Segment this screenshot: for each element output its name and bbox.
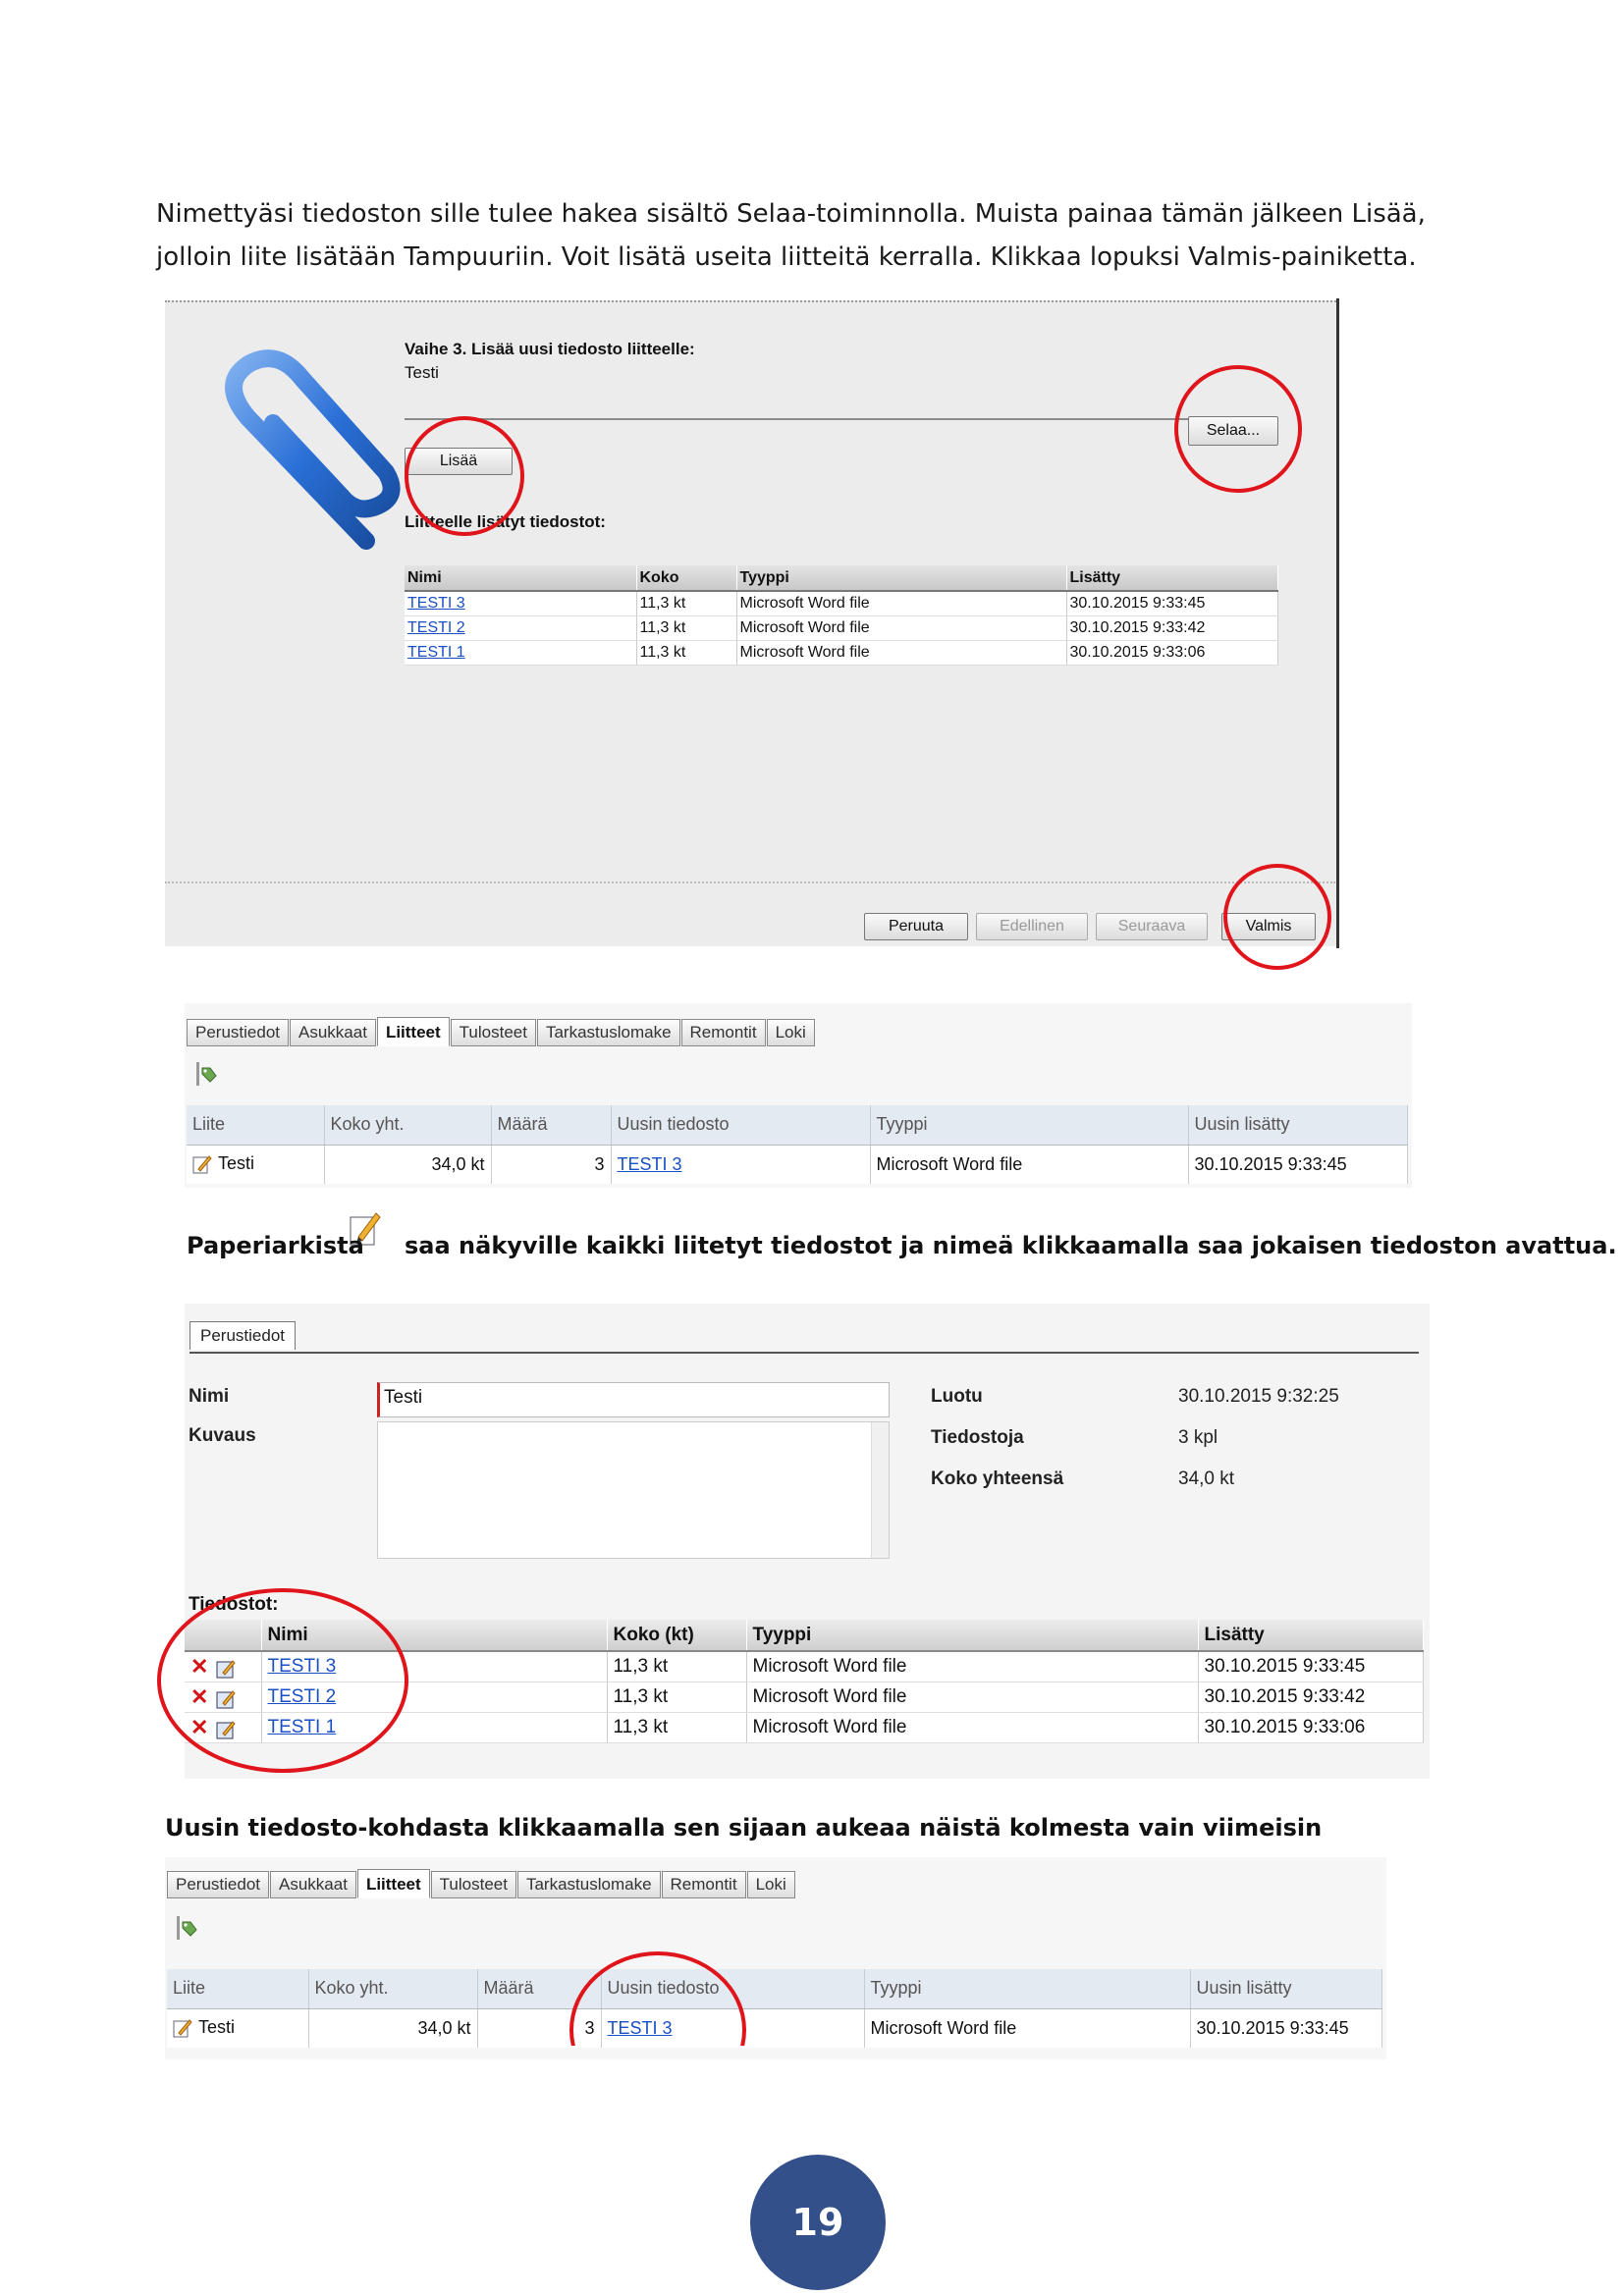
file-link[interactable]: TESTI 2 bbox=[267, 1686, 337, 1707]
created-value: 30.10.2015 9:32:25 bbox=[1178, 1386, 1339, 1407]
files-count-label: Tiedostoja bbox=[931, 1427, 1024, 1448]
file-size: 11,3 kt bbox=[607, 1682, 746, 1713]
file-added: 30.10.2015 9:33:42 bbox=[1066, 615, 1278, 640]
tab-tulosteet[interactable]: Tulosteet bbox=[431, 1871, 516, 1898]
attachments-table bbox=[167, 1969, 1382, 2048]
name-field[interactable]: Testi bbox=[377, 1382, 890, 1417]
col-maara: Määrä bbox=[477, 1969, 601, 2008]
description-scrollbar[interactable] bbox=[871, 1422, 889, 1558]
wizard-screenshot bbox=[165, 300, 1339, 946]
col-lisatty: Lisätty bbox=[1198, 1620, 1424, 1651]
highlight-ring-browse bbox=[1174, 365, 1302, 493]
file-link[interactable]: TESTI 1 bbox=[407, 643, 465, 661]
delete-icon[interactable]: ✕ bbox=[190, 1715, 209, 1739]
added-files-heading: Liitteelle lisätyt tiedostot: bbox=[405, 512, 606, 531]
col-koko-kt: Koko (kt) bbox=[607, 1620, 746, 1651]
file-size: 11,3 kt bbox=[636, 615, 736, 640]
col-nimi: Nimi bbox=[261, 1620, 607, 1651]
edit-icon[interactable] bbox=[173, 2017, 192, 2039]
file-added: 30.10.2015 9:33:06 bbox=[1066, 640, 1278, 665]
tab-tarkastuslomake[interactable]: Tarkastuslomake bbox=[517, 1871, 661, 1898]
wizard-right-border bbox=[1336, 298, 1339, 948]
delete-icon[interactable]: ✕ bbox=[190, 1654, 209, 1679]
file-path-field[interactable] bbox=[405, 418, 1195, 420]
page-number-badge: 19 bbox=[750, 2155, 886, 2290]
col-lisatty: Lisätty bbox=[1066, 565, 1278, 591]
attachment-size: 34,0 kt bbox=[308, 2008, 477, 2048]
file-size: 11,3 kt bbox=[636, 591, 736, 615]
add-button[interactable]: Lisää bbox=[405, 448, 513, 475]
file-added: 30.10.2015 9:33:06 bbox=[1198, 1713, 1424, 1743]
intro-paragraph: Nimettyäsi tiedoston sille tulee hakea sisältö Selaa-toiminnolla. Muista painaa tämän jälkeen Lisää, jolloin liite lisätään Tampuuriin. Voit lisätä useita liitteitä kerralla. Klikkaa lopuksi Valmis-painiketta. bbox=[156, 199, 1426, 272]
attachment-added: 30.10.2015 9:33:45 bbox=[1188, 1145, 1408, 1184]
tab-loki[interactable]: Loki bbox=[767, 1019, 815, 1046]
table-row bbox=[167, 2008, 1382, 2048]
tab-tarkastuslomake[interactable]: Tarkastuslomake bbox=[537, 1019, 680, 1046]
file-size: 11,3 kt bbox=[607, 1713, 746, 1743]
attachments-screenshot bbox=[185, 1003, 1412, 1188]
col-liite: Liite bbox=[187, 1105, 324, 1145]
file-type: Microsoft Word file bbox=[736, 591, 1066, 615]
wizard-footer-divider bbox=[165, 881, 1335, 883]
latest-file-link[interactable]: TESTI 3 bbox=[607, 2017, 673, 2038]
file-link[interactable]: TESTI 1 bbox=[267, 1717, 337, 1737]
done-button[interactable]: Valmis bbox=[1221, 913, 1316, 940]
attachment-size: 34,0 kt bbox=[324, 1145, 491, 1184]
edit-icon[interactable] bbox=[192, 1153, 212, 1175]
tab-tulosteet[interactable]: Tulosteet bbox=[451, 1019, 536, 1046]
file-size: 11,3 kt bbox=[636, 640, 736, 665]
attachment-type: Microsoft Word file bbox=[870, 1145, 1188, 1184]
cancel-button[interactable]: Peruuta bbox=[864, 913, 968, 940]
paperiarkista-label: Paperiarkista bbox=[187, 1232, 364, 1259]
uusin-tiedosto-text: Uusin tiedosto-kohdasta klikkaamalla sen sijaan aukeaa näistä kolmesta vain viimeisin bbox=[165, 1814, 1323, 1842]
tab-remontit[interactable]: Remontit bbox=[681, 1019, 766, 1046]
add-attachment-icon[interactable] bbox=[194, 1062, 218, 1086]
previous-button[interactable]: Edellinen bbox=[976, 913, 1088, 940]
attachment-count: 3 bbox=[477, 2008, 601, 2048]
highlight-ring-files bbox=[157, 1588, 408, 1773]
col-tyyppi: Tyyppi bbox=[736, 565, 1066, 591]
col-uusin-lisatty: Uusin lisätty bbox=[1190, 1969, 1382, 2008]
tab-perustiedot[interactable]: Perustiedot bbox=[167, 1871, 269, 1898]
file-link[interactable]: TESTI 3 bbox=[407, 594, 465, 612]
tab-liitteet[interactable]: Liitteet bbox=[357, 1869, 430, 1898]
col-koko: Koko bbox=[636, 565, 736, 591]
highlight-ring-done bbox=[1223, 864, 1331, 970]
table-row bbox=[405, 591, 1278, 615]
col-uusin-tiedosto: Uusin tiedosto bbox=[601, 1969, 864, 2008]
col-nimi: Nimi bbox=[405, 565, 636, 591]
attachment-name: Testi bbox=[218, 1153, 255, 1174]
add-attachment-icon[interactable] bbox=[175, 1916, 198, 1940]
file-type: Microsoft Word file bbox=[736, 615, 1066, 640]
tab-loki[interactable]: Loki bbox=[747, 1871, 795, 1898]
wizard-file-name: Testi bbox=[405, 363, 439, 382]
col-tyyppi: Tyyppi bbox=[870, 1105, 1188, 1145]
files-heading: Tiedostot: bbox=[189, 1594, 279, 1615]
added-files-table bbox=[405, 565, 1278, 666]
highlight-ring-latest bbox=[569, 1951, 746, 2109]
tab-bar bbox=[187, 1017, 816, 1046]
col-tyyppi: Tyyppi bbox=[746, 1620, 1198, 1651]
paperiarkista-text bbox=[187, 1232, 1617, 1259]
latest-file-link[interactable]: TESTI 3 bbox=[617, 1153, 682, 1174]
file-added: 30.10.2015 9:33:45 bbox=[1198, 1651, 1424, 1682]
description-field[interactable] bbox=[377, 1421, 890, 1559]
detail-screenshot bbox=[185, 1304, 1430, 1779]
paperiarkista-description: saa näkyville kaikki liitetyt tiedostot ja nimeä klikkaamalla saa jokaisen tiedoston avattua. bbox=[405, 1232, 1617, 1259]
col-liite: Liite bbox=[167, 1969, 308, 2008]
col-uusin-tiedosto: Uusin tiedosto bbox=[611, 1105, 870, 1145]
file-type: Microsoft Word file bbox=[746, 1682, 1198, 1713]
tab-divider bbox=[189, 1352, 1419, 1354]
delete-icon[interactable]: ✕ bbox=[190, 1684, 209, 1709]
table-row bbox=[187, 1145, 1408, 1184]
col-koko-yht: Koko yht. bbox=[324, 1105, 491, 1145]
col-tyyppi: Tyyppi bbox=[864, 1969, 1190, 2008]
name-label: Nimi bbox=[189, 1386, 230, 1407]
table-row bbox=[405, 640, 1278, 665]
file-type: Microsoft Word file bbox=[746, 1651, 1198, 1682]
tab-asukkaat[interactable]: Asukkaat bbox=[290, 1019, 376, 1046]
total-size-label: Koko yhteensä bbox=[931, 1468, 1064, 1489]
file-link[interactable]: TESTI 3 bbox=[267, 1656, 337, 1677]
tab-perustiedot[interactable]: Perustiedot bbox=[187, 1019, 289, 1046]
tab-bar bbox=[167, 1869, 796, 1898]
file-type: Microsoft Word file bbox=[746, 1713, 1198, 1743]
created-label: Luotu bbox=[931, 1386, 983, 1407]
attachment-name: Testi bbox=[198, 2017, 236, 2038]
wizard-step-title: Vaihe 3. Lisää uusi tiedosto liitteelle: bbox=[405, 340, 695, 358]
file-size: 11,3 kt bbox=[607, 1651, 746, 1682]
file-added: 30.10.2015 9:33:42 bbox=[1198, 1682, 1424, 1713]
tab-liitteet[interactable]: Liitteet bbox=[377, 1017, 450, 1046]
tab-asukkaat[interactable]: Asukkaat bbox=[270, 1871, 356, 1898]
attachment-added: 30.10.2015 9:33:45 bbox=[1190, 2008, 1382, 2048]
attachment-count: 3 bbox=[491, 1145, 611, 1184]
attachments-table bbox=[187, 1105, 1408, 1184]
highlight-ring-add bbox=[405, 416, 524, 536]
table-row bbox=[405, 615, 1278, 640]
file-type: Microsoft Word file bbox=[736, 640, 1066, 665]
tab-perustiedot[interactable]: Perustiedot bbox=[189, 1321, 296, 1350]
attachments-screenshot-2 bbox=[165, 1857, 1386, 2059]
description-label: Kuvaus bbox=[189, 1425, 256, 1446]
paperclip-icon bbox=[194, 340, 401, 565]
files-count-value: 3 kpl bbox=[1178, 1427, 1218, 1448]
browse-button[interactable]: Selaa... bbox=[1188, 416, 1278, 446]
total-size-value: 34,0 kt bbox=[1178, 1468, 1235, 1489]
file-link[interactable]: TESTI 2 bbox=[407, 618, 465, 636]
col-uusin-lisatty: Uusin lisätty bbox=[1188, 1105, 1408, 1145]
next-button[interactable]: Seuraava bbox=[1096, 913, 1208, 940]
tab-remontit[interactable]: Remontit bbox=[662, 1871, 746, 1898]
file-added: 30.10.2015 9:33:45 bbox=[1066, 591, 1278, 615]
col-maara: Määrä bbox=[491, 1105, 611, 1145]
attachment-type: Microsoft Word file bbox=[864, 2008, 1190, 2048]
col-koko-yht: Koko yht. bbox=[308, 1969, 477, 2008]
